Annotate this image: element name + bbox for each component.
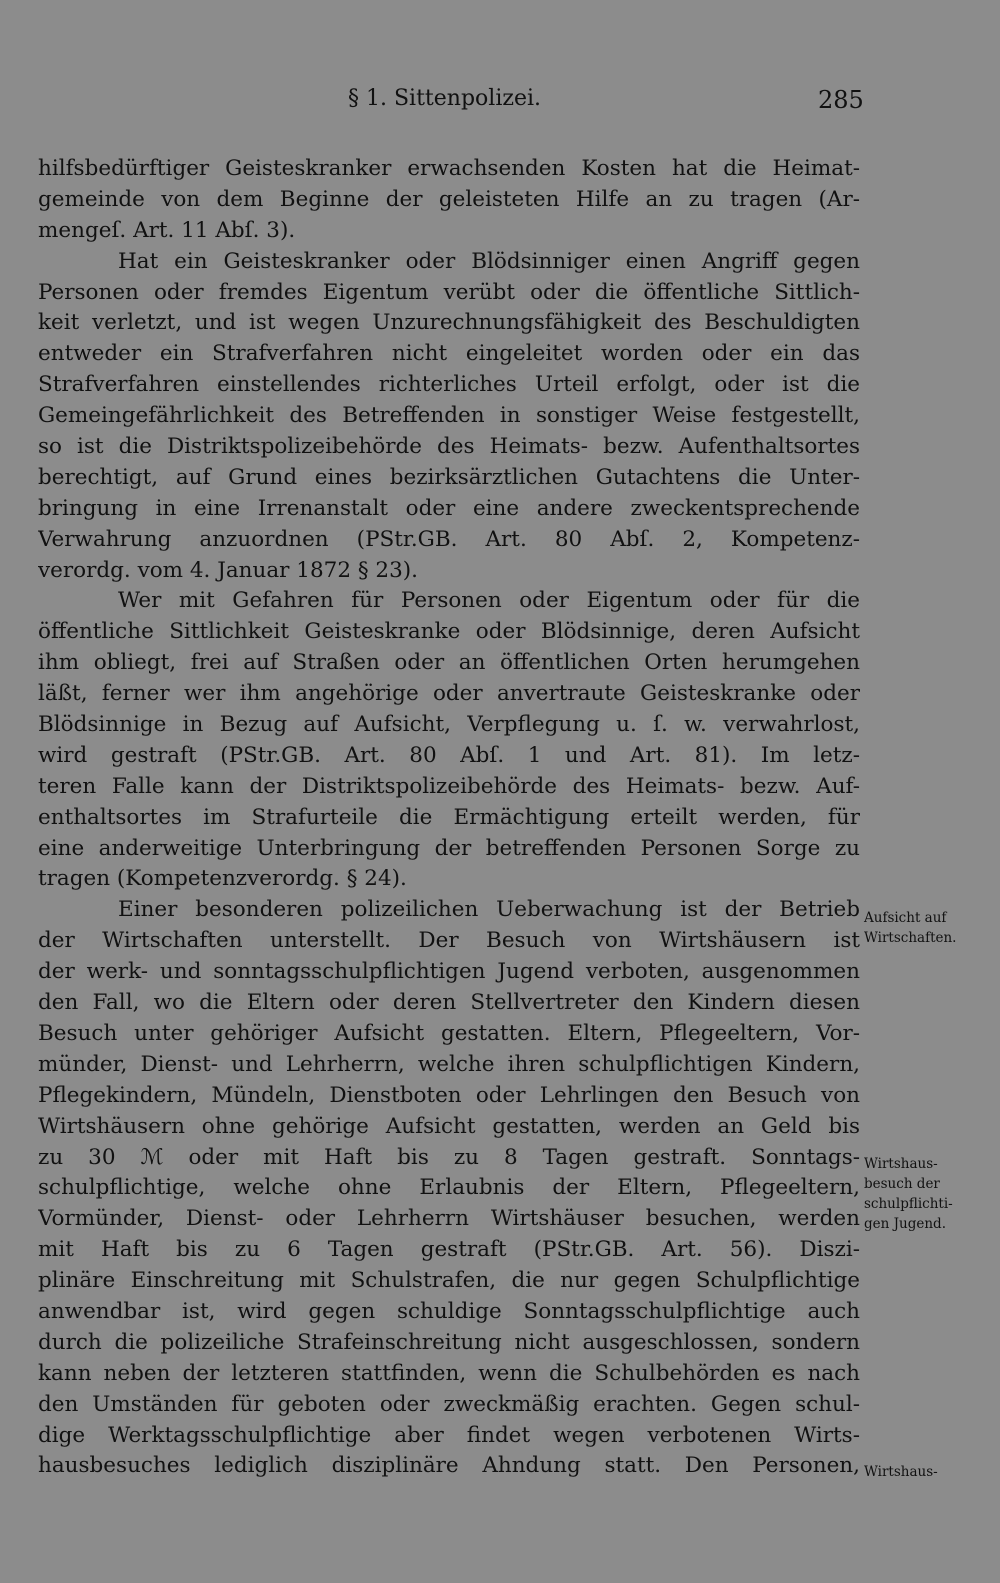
- text-line: teren Falle kann der Distriktspolizeibehörde des Heimats- bezw. Auf-: [38, 773, 860, 799]
- text-line: Personen oder fremdes Eigentum verübt oder die öffentliche Sittlich-: [38, 279, 860, 305]
- margin-note-line: schulpflichti-: [864, 1196, 953, 1212]
- text-line: Strafverfahren einstellendes richterliches Urteil erfolgt, oder ist die: [38, 372, 860, 398]
- margin-note-line: Wirtshaus-: [864, 1156, 938, 1172]
- text-line: Einer besonderen polizeilichen Ueberwachung ist der Betrieb: [118, 897, 860, 923]
- text-line: entweder ein Strafverfahren nicht eingeleitet worden oder ein das: [38, 341, 860, 367]
- section-title: § 1. Sittenpolizei.: [348, 86, 541, 111]
- margin-note: [864, 1154, 953, 1234]
- text-line: mengeſ. Art. 11 Abſ. 3).: [38, 217, 296, 243]
- text-line: Besuch unter gehöriger Aufsicht gestatten. Eltern, Pflegeeltern, Vor-: [38, 1020, 860, 1046]
- text-line: verordg. vom 4. Januar 1872 § 23).: [38, 557, 418, 583]
- text-line: Wirtshäusern ohne gehörige Aufsicht gestatten, werden an Geld bis: [38, 1113, 860, 1139]
- text-line: der werk- und sonntagsschulpflichtigen Jugend verboten, ausgenommen: [38, 959, 860, 985]
- text-line: schulpflichtige, welche ohne Erlaubnis der Eltern, Pflegeeltern,: [38, 1175, 860, 1201]
- text-line: mit Haft bis zu 6 Tagen gestraft (PStr.GB. Art. 56). Diszi-: [38, 1237, 860, 1263]
- text-line: gemeinde von dem Beginne der geleisteten Hilfe an zu tragen (Ar-: [38, 186, 860, 212]
- text-line: Verwahrung anzuordnen (PStr.GB. Art. 80 Abſ. 2, Kompetenz-: [38, 526, 860, 552]
- margin-note-line: Wirtschaften.: [864, 930, 957, 946]
- text-line: Blödsinnige in Bezug auf Aufsicht, Verpflegung u. ſ. w. verwahrlost,: [38, 712, 860, 738]
- text-line: den Fall, wo die Eltern oder deren Stellvertreter den Kindern diesen: [38, 990, 860, 1016]
- text-line: der Wirtschaften unterstellt. Der Besuch von Wirtshäusern ist: [38, 928, 860, 954]
- text-line: Vormünder, Dienst- oder Lehrherrn Wirtshäuser besuchen, werden: [38, 1206, 860, 1232]
- margin-note: [864, 908, 956, 948]
- text-line: enthaltsortes im Strafurteile die Ermächtigung erteilt werden, für: [38, 804, 860, 830]
- text-line: eine anderweitige Unterbringung der betreffenden Personen Sorge zu: [38, 835, 860, 861]
- text-line: kann neben der letzteren stattfinden, wenn die Schulbehörden es nach: [38, 1360, 860, 1386]
- text-line: keit verletzt, und ist wegen Unzurechnungsfähigkeit des Beschuldigten: [38, 310, 860, 336]
- text-line: tragen (Kompetenzverordg. § 24).: [38, 866, 407, 892]
- text-line: bringung in eine Irrenanstalt oder eine andere zweckentsprechende: [38, 495, 860, 521]
- text-line: münder, Dienst- und Lehrherrn, welche ihren schulpflichtigen Kindern,: [38, 1051, 860, 1077]
- text-line: den Umständen für geboten oder zweckmäßig erachten. Gegen schul-: [38, 1391, 860, 1417]
- text-line: anwendbar ist, wird gegen schuldige Sonntagsschulpflichtige auch: [38, 1298, 860, 1324]
- text-line: läßt, ferner wer ihm angehörige oder anvertraute Geisteskranke oder: [38, 681, 860, 707]
- text-line: hausbesuches lediglich disziplinäre Ahndung statt. Den Personen,: [38, 1453, 860, 1479]
- text-line: so ist die Distriktspolizeibehörde des Heimats- bezw. Aufenthaltsortes: [38, 434, 860, 460]
- margin-note-line: Wirtshaus-: [864, 1464, 938, 1480]
- margin-note: [864, 1462, 938, 1482]
- text-line: ihm obliegt, frei auf Straßen oder an öffentlichen Orten herumgehen: [38, 650, 860, 676]
- margin-note-line: Aufsicht auf: [864, 910, 947, 926]
- text-line: dige Werktagsschulpflichtige aber findet wegen verbotenen Wirts-: [38, 1422, 860, 1448]
- text-line: Pflegekindern, Mündeln, Dienstboten oder Lehrlingen den Besuch von: [38, 1082, 860, 1108]
- page-number: 285: [818, 86, 864, 114]
- text-line: zu 30 ℳ oder mit Haft bis zu 8 Tagen gestraft. Sonntags-: [38, 1144, 860, 1170]
- text-line: wird gestraft (PStr.GB. Art. 80 Abſ. 1 und Art. 81). Im letz-: [38, 742, 860, 768]
- text-line: plinäre Einschreitung mit Schulstrafen, die nur gegen Schulpflichtige: [38, 1268, 860, 1294]
- body-text: [38, 154, 860, 1482]
- margin-note-line: besuch der: [864, 1176, 940, 1192]
- text-line: öffentliche Sittlichkeit Geisteskranke oder Blödsinnige, deren Aufsicht: [38, 619, 860, 645]
- running-header: [0, 86, 1000, 120]
- text-line: berechtigt, auf Grund eines bezirksärztlichen Gutachtens die Unter-: [38, 464, 860, 490]
- text-line: Gemeingefährlichkeit des Betreffenden in sonstiger Weise festgestellt,: [38, 403, 860, 429]
- text-line: Wer mit Gefahren für Personen oder Eigentum oder für die: [118, 588, 860, 614]
- text-line: hilfsbedürftiger Geisteskranker erwachsenden Kosten hat die Heimat-: [38, 156, 860, 181]
- margin-note-line: gen Jugend.: [864, 1216, 946, 1232]
- text-line: durch die polizeiliche Strafeinschreitung nicht ausgeschlossen, sondern: [38, 1329, 860, 1355]
- text-line: Hat ein Geisteskranker oder Blödsinniger einen Angriff gegen: [118, 248, 860, 274]
